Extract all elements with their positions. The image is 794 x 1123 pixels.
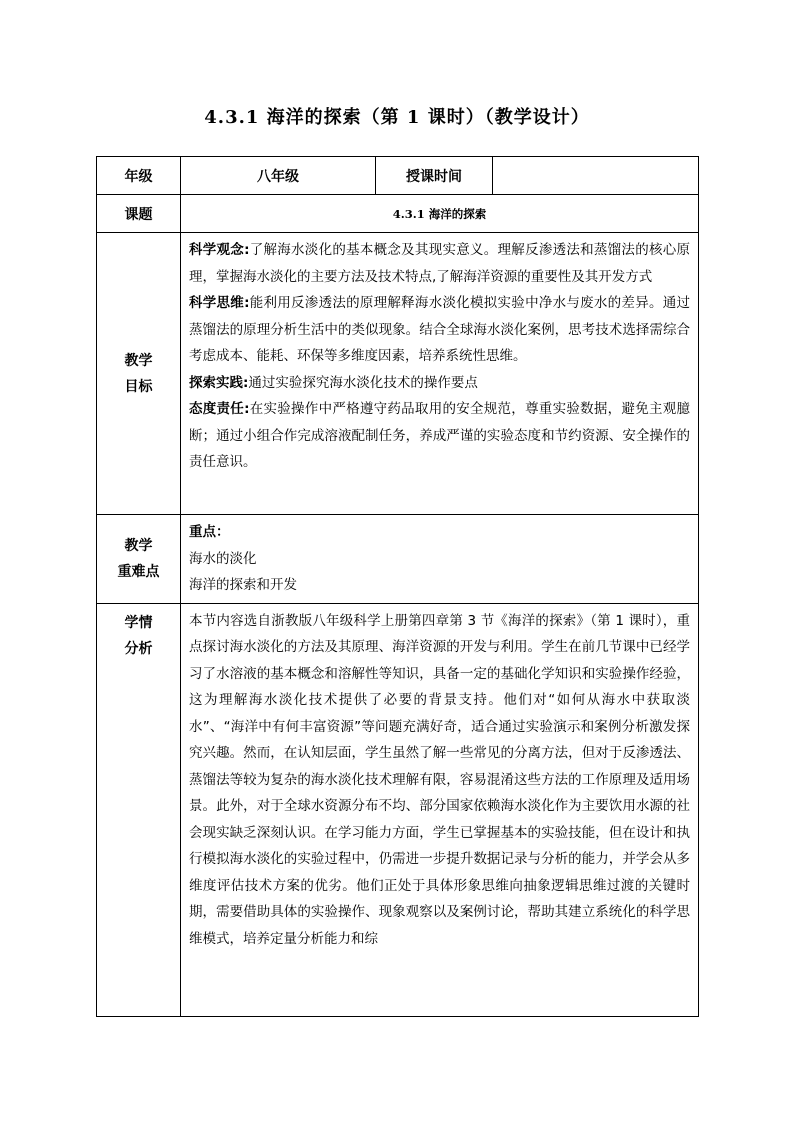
goal-thinking: [189, 290, 690, 370]
study-analysis-row: [97, 603, 699, 1016]
study-label-line1: 学情: [124, 614, 153, 631]
goal-attitude-text: 在实验操作中严格遵守药品取用的安全规范，尊重实验数据，避免主观臆断；通过小组合作完成溶液配制任务，养成严谨的实验态度和节约资源、安全操作的责任意识。: [189, 401, 690, 470]
goal-concept: [189, 237, 690, 290]
time-label: 授课时间: [376, 157, 493, 195]
grade-row: [97, 157, 699, 195]
goals-content: [181, 233, 699, 515]
goal-thinking-text: 能利用反渗透法的原理解释海水淡化模拟实验中净水与废水的差异。通过蒸馏法的原理分析生活中的类似现象。结合全球海水淡化案例，思考技术选择需综合考虑成本、能耗、环保等多维度因素，培养系统性思维。: [189, 295, 690, 364]
key-label-line2: 重难点: [117, 563, 160, 580]
key-item-1: 海水的淡化: [189, 550, 257, 567]
topic-row: [97, 195, 699, 233]
key-heading: 重点：: [189, 524, 230, 540]
study-label-line2: 分析: [124, 640, 153, 657]
study-text-clip: [189, 608, 690, 1012]
key-content: [181, 515, 699, 604]
document-title: 4.3.1 海洋的探索（第 1 课时）（教学设计）: [204, 107, 590, 128]
time-value: [493, 157, 699, 195]
topic-label: 课题: [97, 195, 181, 233]
lesson-plan-table: [96, 156, 699, 1017]
key-points-row: [97, 515, 699, 604]
key-item-2: 海洋的探索和开发: [189, 577, 297, 593]
grade-value: 八年级: [181, 157, 376, 195]
goals-label-line1: 教学: [124, 352, 153, 369]
key-label-line1: 教学: [124, 537, 153, 554]
goal-attitude: [189, 396, 690, 476]
study-label: [97, 603, 181, 1016]
goal-attitude-label: 态度责任:: [189, 401, 250, 417]
key-label: [97, 515, 181, 604]
goals-row: [97, 233, 699, 515]
goal-practice: [189, 370, 690, 397]
study-content: [181, 603, 699, 1016]
topic-value: 4.3.1 海洋的探索: [181, 195, 699, 233]
study-text: 本节内容选自浙教版八年级科学上册第四章第 3 节《海洋的探索》（第 1 课时），重点探讨海水淡化的方法及其原理、海洋资源的开发与利用。学生在前几节课中已经学习了水溶液的基本概念和溶解性等知识，具备一定的基础化学知识和实验操作经验，这为理解海水淡化技术提供了必要的背景支持。他们对“如何从海水中获取淡水”、“海洋中有何丰富资源”等问题充满好奇，适合通过实验演示和案例分析激发探究兴趣。然而，在认知层面，学生虽然了解一些常见的分离方法，但对于反渗透法、蒸馏法等较为复杂的海水淡化技术理解有限，容易混淆这些方法的工作原理及适用场景。此外，对于全球水资源分布不均、部分国家依赖海水淡化作为主要饮用水源的社会现实缺乏深刻认识。在学习能力方面，学生已掌握基本的实验技能，但在设计和执行模拟海水淡化的实验过程中，仍需进一步提升数据记录与分析的能力，并学会从多维度评估技术方案的优劣。他们正处于具体形象思维向抽象逻辑思维过渡的关键时期，需要借助具体的实验操作、现象观察以及案例讨论，帮助其建立系统化的科学思维模式，培养定量分析能力和综: [189, 612, 690, 947]
goal-concept-text: 了解海水淡化的基本概念及其现实意义。理解反渗透法和蒸馏法的核心原理，掌握海水淡化的主要方法及技术特点,了解海洋资源的重要性及其开发方式: [189, 242, 690, 285]
goal-concept-label: 科学观念:: [189, 242, 250, 258]
goal-practice-label: 探索实践:: [189, 374, 249, 391]
goal-thinking-label: 科学思维:: [189, 295, 250, 311]
goal-practice-text: 通过实验探究海水淡化技术的操作要点: [248, 374, 478, 391]
goals-label: [97, 233, 181, 515]
goals-label-line2: 目标: [124, 378, 153, 395]
grade-label: 年级: [97, 157, 181, 195]
